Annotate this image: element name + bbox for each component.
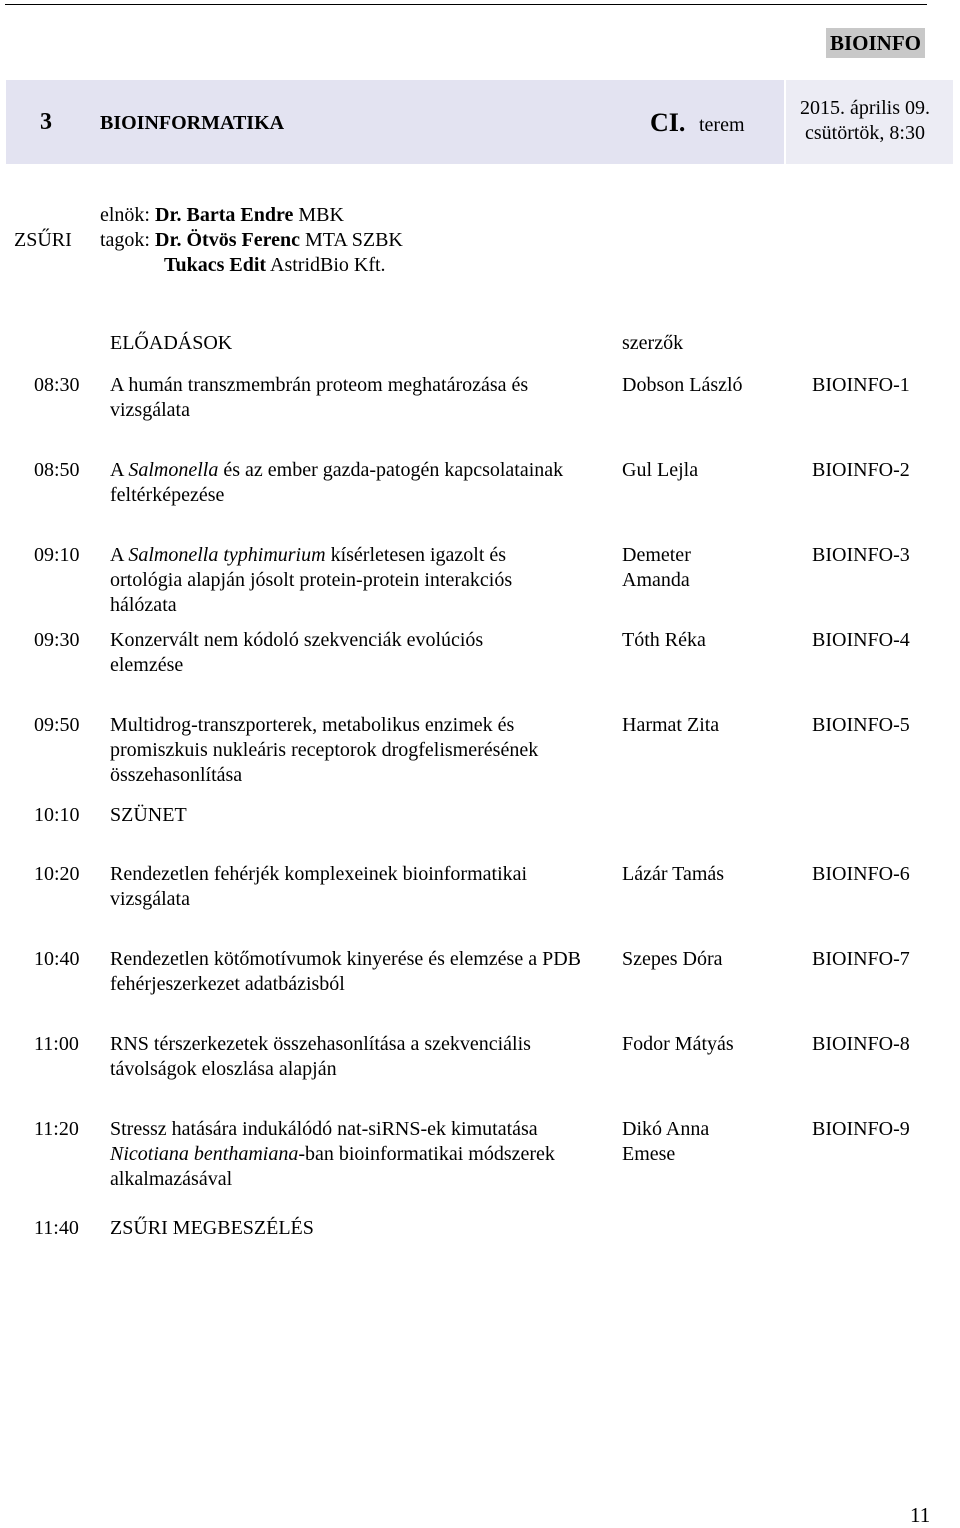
column-header-talks: ELŐADÁSOK [110, 332, 233, 354]
title-text: A [110, 459, 129, 481]
room-word: terem [699, 114, 745, 136]
jury-chair [100, 203, 403, 228]
jury-list [100, 203, 403, 278]
talk-time: 09:30 [34, 629, 80, 651]
talk-title: RNS térszerkezetek összehasonlítása a szekvenciális távolságok eloszlása alapján [110, 1033, 531, 1080]
talk-time: 11:20 [34, 1118, 79, 1140]
section-number: 3 [40, 109, 52, 135]
talk-author: Lázár Tamás [622, 863, 725, 885]
talk-code: BIOINFO-8 [812, 1033, 910, 1055]
date-cell [784, 80, 953, 164]
talk-author: Harmat Zita [622, 714, 720, 736]
talk-title: Konzervált nem kódoló szekvenciák evolúciós elemzése [110, 629, 484, 676]
break-label: SZÜNET [110, 804, 187, 826]
session-date: 2015. április 09. [800, 97, 930, 119]
title-text: kísérletesen igazolt és ortológia alapján jósolt protein-protein interakciós hálózata [110, 544, 513, 616]
section-header [6, 80, 951, 164]
talk-code: BIOINFO-2 [812, 459, 910, 481]
page-number: 11 [910, 1503, 931, 1527]
member1-name: Dr. Ötvös Ferenc [155, 229, 300, 251]
talk-code: BIOINFO-4 [812, 629, 910, 651]
member2-affiliation: AstridBio Kft. [270, 254, 386, 276]
column-header-authors: szerzők [622, 332, 684, 354]
title-text: A [110, 544, 129, 566]
talk-title [110, 1117, 582, 1192]
closing-label: ZSŰRI MEGBESZÉLÉS [110, 1217, 314, 1239]
talk-title: Rendezetlen fehérjék komplexeinek bioinformatikai vizsgálata [110, 863, 528, 910]
talk-code: BIOINFO-3 [812, 544, 910, 566]
title-species: Salmonella [128, 459, 219, 481]
jury-member-1 [100, 228, 403, 253]
talk-author: Demeter Amanda [622, 544, 691, 591]
talk-author: Tóth Réka [622, 629, 706, 651]
top-rule [5, 4, 927, 5]
talk-author: Dikó Anna Emese [622, 1118, 710, 1165]
talk-title: Rendezetlen kötőmotívumok kinyerése és elemzése a PDB fehérjeszerkezet adatbázisból [110, 948, 581, 995]
title-text: Stressz hatására indukálódó nat-siRNS-ek kimutatása [110, 1118, 538, 1140]
talk-time: 11:00 [34, 1033, 79, 1055]
talk-author: Dobson László [622, 374, 743, 396]
talk-author: Szepes Dóra [622, 948, 723, 970]
title-species: Nicotiana benthamiana [110, 1143, 299, 1165]
member2-name: Tukacs Edit [164, 254, 267, 276]
talk-time: 09:50 [34, 714, 80, 736]
talk-time: 10:20 [34, 863, 80, 885]
talk-time: 08:30 [34, 374, 80, 396]
talk-author: Fodor Mátyás [622, 1033, 734, 1055]
talk-title [110, 458, 600, 508]
talk-code: BIOINFO-7 [812, 948, 910, 970]
talk-time: 10:40 [34, 948, 80, 970]
talk-title: Multidrog-transzporterek, metabolikus enzimek és promiszkuis nukleáris receptorok drogfelismerésének összehasonlítása [110, 714, 539, 786]
room-code: CI. [650, 108, 686, 137]
jury-label: ZSŰRI [14, 229, 72, 251]
member1-affiliation: MTA SZBK [304, 229, 403, 251]
talk-code: BIOINFO-6 [812, 863, 910, 885]
talk-title [110, 543, 560, 618]
chair-name: Dr. Barta Endre [155, 204, 294, 226]
jury-member-2 [100, 253, 403, 278]
talk-code: BIOINFO-5 [812, 714, 910, 736]
members-role: tagok: [100, 229, 150, 251]
talk-code: BIOINFO-1 [812, 374, 910, 396]
title-species: Salmonella typhimurium [128, 544, 326, 566]
talk-time: 09:10 [34, 544, 80, 566]
session-day-time: csütörtök, 8:30 [805, 122, 925, 144]
title-text: és az ember gazda-patogén kapcsolatainak feltérképezése [110, 459, 564, 506]
chair-role: elnök: [100, 204, 150, 226]
talk-code: BIOINFO-9 [812, 1118, 910, 1140]
chair-affiliation: MBK [298, 204, 344, 226]
title-text: -ban bioinformatikai módszerek alkalmazásával [110, 1143, 555, 1190]
talk-title: A humán transzmembrán proteom meghatározása és vizsgálata [110, 374, 529, 421]
section-tag: BIOINFO [826, 28, 925, 58]
talk-author: Gul Lejla [622, 459, 699, 481]
break-time: 10:10 [34, 804, 80, 826]
closing-time: 11:40 [34, 1217, 79, 1239]
section-title: BIOINFORMATIKA [100, 112, 285, 134]
talk-time: 08:50 [34, 459, 80, 481]
